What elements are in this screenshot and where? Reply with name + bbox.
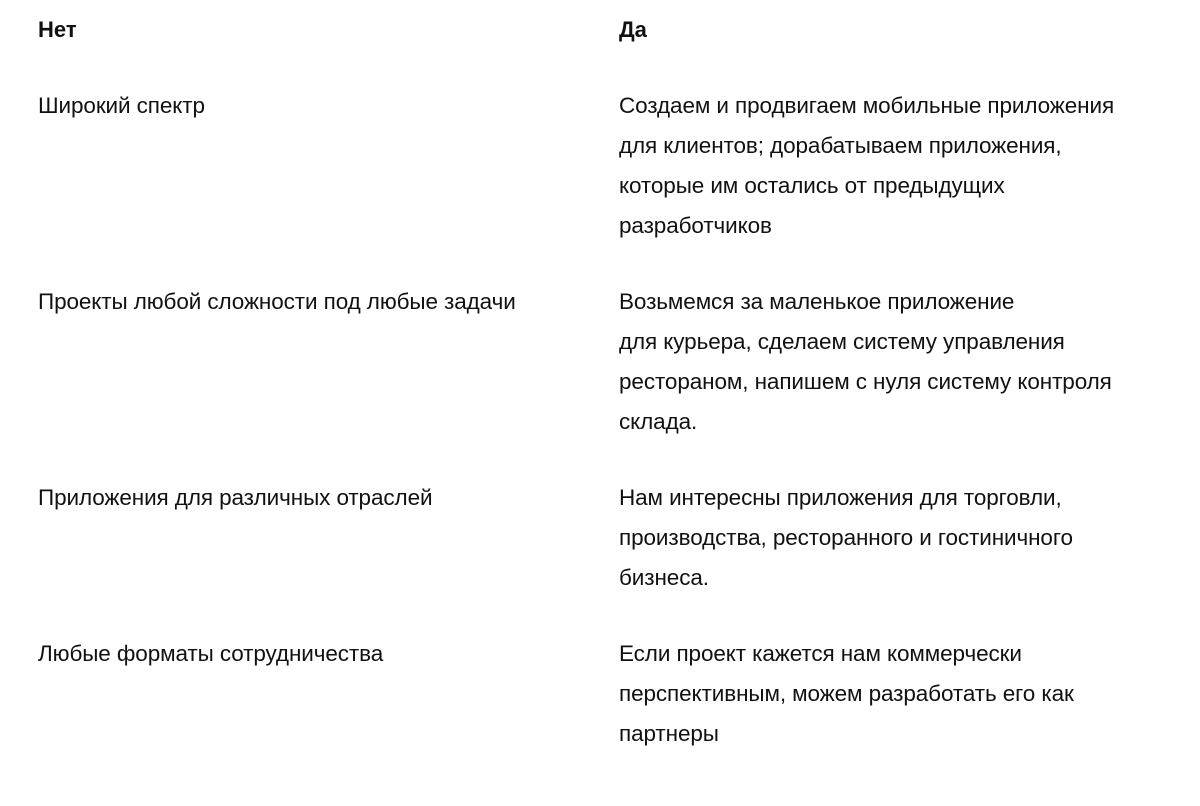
description-line: для клиентов; дорабатываем приложения, (619, 133, 1062, 158)
description-line: партнеры (619, 721, 719, 746)
header-no: Нет (38, 17, 77, 42)
row-description (619, 282, 1184, 442)
row-label: Широкий спектр (38, 93, 205, 118)
description-line: Возьмемся за маленькое приложение (619, 289, 1015, 314)
description-line: бизнеса. (619, 565, 709, 590)
row-description (619, 478, 1184, 598)
description-line: Нам интересны приложения для торговли, (619, 485, 1062, 510)
row-label: Любые форматы сотрудничества (38, 641, 384, 666)
description-line: Создаем и продвигаем мобильные приложения (619, 93, 1115, 118)
description-line: склада. (619, 409, 698, 434)
description-line: рестораном, напишем с нуля систему контроля (619, 369, 1112, 394)
row-label: Приложения для различных отраслей (38, 485, 433, 510)
description-line: для курьера, сделаем систему управления (619, 329, 1065, 354)
row-description (619, 86, 1184, 246)
row-label: Проекты любой сложности под любые задачи (38, 289, 516, 314)
description-line: перспективным, можем разработать его как (619, 681, 1074, 706)
description-line: Если проект кажется нам коммерчески (619, 641, 1022, 666)
header-yes: Да (619, 17, 647, 42)
description-line: разработчиков (619, 213, 772, 238)
description-line: которые им остались от предыдущих (619, 173, 1005, 198)
description-line: производства, ресторанного и гостиничного (619, 525, 1073, 550)
row-description (619, 634, 1184, 754)
